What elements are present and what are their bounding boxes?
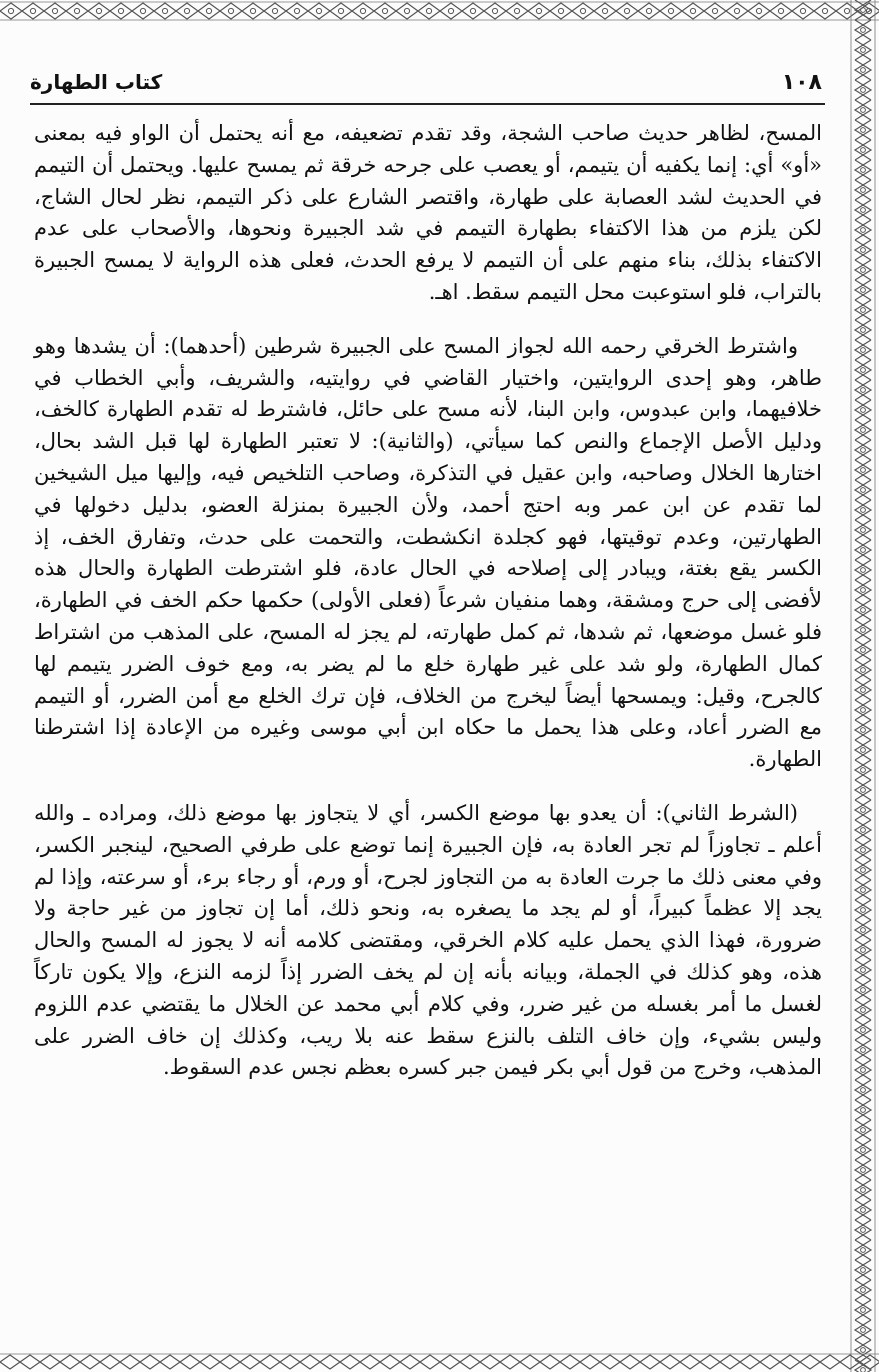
paragraph: واشترط الخرقي رحمه الله لجواز المسح على الجبيرة شرطين (أحدهما): أن يشدها وهو طاهر، وهو إحدى الروايتين، واختيار القاضي في روايتيه، والشريف، وأبي الخطاب في خلافيهما، وابن عبدوس، وابن البنا، لأنه مسح على حائل، فاشترط له تقدم الطهارة كالخف، ودليل الأصل الإجماع والنص كما سيأتي، (والثانية): لا تعتبر الطهارة لها قبل الشد بحال، اختارها الخلال وصاحبه، وابن عقيل في التذكرة، وصاحب التلخيص فيه، وإليها ميل الشيخين لما تقدم عن ابن عمر وبه احتج أحمد، ولأن الجبيرة بمنزلة العضو، بدليل دخولها في الطهارتين، وعدم توقيتها، فهو كجلدة انكشطت، والتحمت على حدث، وتفارق الخف، إذ الكسر يقع بغتة، ويبادر إلى إصلاحه في الحال عادة، فلو اشترطت الطهارة والحال هذه لأفضى إلى حرج ومشقة، وهما منفيان شرعاً (فعلى الأولى) حكمها حكم الخف في الطهارة، فلو غسل موضعها، ثم شدها، ثم كمل طهارته، لم يجز له المسح، على المذهب من اشتراط كمال الطهارة، ولو شد على غير طهارة خلع ما لم يضر به، ومع خوف الضرر يتيمم لها كالجرح، وقيل: ويمسحها أيضاً ليخرج من الخلاف، فإن ترك الخلع مع أمن الضرر، أو التيمم مع الضرر أعاد، وعلى هذا يحمل ما حكاه ابن أبي موسى وغيره من الإعادة إذا اشترطنا الطهارة. [34,333,822,772]
right-ornamental-border [847,0,879,1372]
top-ornamental-border [0,0,879,22]
running-header [30,60,822,100]
paragraph: (الشرط الثاني): أن يعدو بها موضع الكسر، أي لا يتجاوز بها موضع ذلك، ومراده ـ والله أعلم ـ تجاوزاً لم تجر العادة به، فإن الجبيرة إنما توضع على طرفي الصحيح، لينجبر الكسر، وفي معنى ذلك ما جرت العادة به من التجاوز لجرح، أو ورم، أو رجاء برء، أو سرعته، وإذا لم يجد إلا عظماً كبيراً، أو لم يجد ما يصغره به، ونحو ذلك، أما إن تجاوز من غير حاجة ولا ضرورة، فهذا الذي يحمل عليه كلام الخرقي، ومقتضى كلامه أنه لا يجوز له المسح والحال هذه، وهو كذلك في الجملة، وبيانه بأنه إن لم يخف الضرر إذاً لزمه النزع، وإلا يكون تاركاً لغسل ما أمر بغسله من غير ضرر، وفي كلام أبي محمد عن الخلال ما يقتضي عدم اللزوم وليس بشيء، وإن خاف التلف بالنزع سقط عنه بلا ريب، وكذلك إن خاف الضرر على المذهب، وخرج من قول أبي بكر فيمن جبر كسره بعظم نجس عدم السقوط. [34,800,822,1080]
book-title: كتاب الطهارة [30,70,163,94]
body-text [34,118,822,1084]
header-rule [30,103,825,105]
paragraph: المسح، لظاهر حديث صاحب الشجة، وقد تقدم تضعيفه، مع أنه يحتمل أن الواو فيه بمعنى «أو» أي: إنما يكفيه أن يتيمم، أو يعصب على جرحه خرقة ثم يمسح عليها. ويحتمل أن التيمم في الحديث لشد العصابة على طهارة، واقتصر الشارع على ذكر التيمم، نظر لحال الشاج، لكن يلزم من هذا الاكتفاء بطهارة التيمم في شد الجبيرة ونحوها، والأصحاب على عدم الاكتفاء بذلك، بناء منهم على أن التيمم لا يرفع الحدث، فعلى هذه الرواية لا يمسح الجبيرة بالتراب، فلو استوعبت محل التيمم سقط. اهـ. [34,121,822,304]
page-number: ١٠٨ [781,70,822,95]
bottom-ornamental-border [0,1352,879,1372]
